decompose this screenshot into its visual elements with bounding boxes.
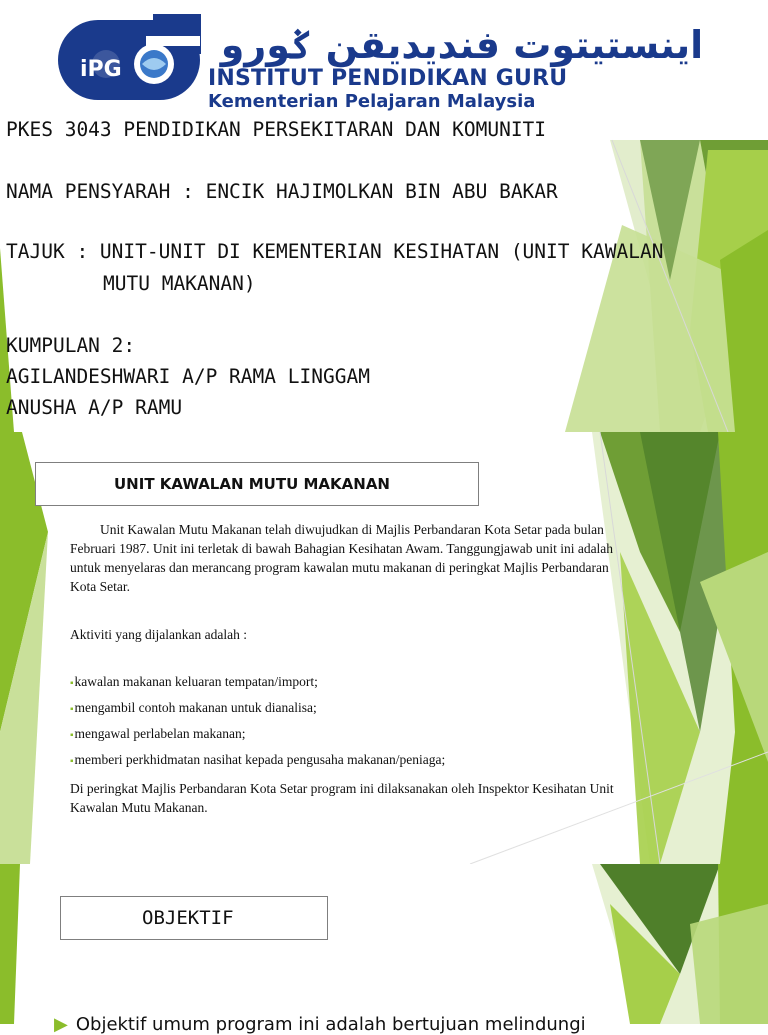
green-facets-decoration [0,864,768,1024]
svg-text:اينستيتوت فنديديقن ݢورو: اينستيتوت فنديديقن ݢورو [220,23,704,67]
topic-line-2: MUTU MAKANAN) [103,272,256,295]
course-code-title: PKES 3043 PENDIDIKAN PERSEKITARAN DAN KOMUNITI [6,118,547,141]
bullet-icon: ▪ [70,756,74,767]
bullet-icon: ▪ [70,730,74,741]
title-slide [0,0,768,432]
list-item [70,698,317,719]
objective-title-box [60,896,328,940]
paragraph-line: Februari 1987. Unit ini terletak di bawah Bahagian Kesihatan Awam. Tanggungjawab unit ini adalah [70,541,614,556]
lecturer-name: NAMA PENSYARAH : ENCIK HAJIMOLKAN BIN ABU BAKAR [6,180,558,203]
paragraph-line: Unit Kawalan Mutu Makanan telah diwujudkan di Majlis Perbandaran Kota Setar pada bulan [100,522,604,537]
institute-name: INSTITUT PENDIDIKAN GURU [208,66,568,91]
arabic-wordmark [206,10,718,72]
ipg-emblem-icon [58,14,200,106]
bullet-icon: ▪ [70,678,74,689]
list-item-text: memberi perkhidmatan nasihat kepada pengusaha makanan/peniaga; [74,752,446,767]
group-member-1: AGILANDESHWARI A/P RAMA LINGGAM [6,365,370,388]
group-member-2: ANUSHA A/P RAMU [6,396,183,419]
list-item-text: kawalan makanan keluaran tempatan/import; [74,674,318,689]
content-slide [0,432,768,864]
list-item [70,724,245,745]
paragraph-line: Di peringkat Majlis Perbandaran Kota Setar program ini dilaksanakan oleh Inspektor Kesihatan Unit [70,781,614,796]
arrow-bullet-icon: ▶ [54,1014,68,1035]
list-item-text: mengawal perlabelan makanan; [74,726,246,741]
paragraph-line: Kota Setar. [70,579,130,594]
ministry-name: Kementerian Pelajaran Malaysia [208,91,536,112]
paragraph-line: untuk menyelaras dan merancang program kawalan mutu makanan di peringkat Majlis Perbandaran [70,560,609,575]
section-title: UNIT KAWALAN MUTU MAKANAN [114,475,390,493]
closing-paragraph [70,779,614,817]
activities-intro: Aktiviti yang dijalankan adalah : [70,627,247,642]
topic-line-1: TAJUK : UNIT-UNIT DI KEMENTERIAN KESIHATAN (UNIT KAWALAN [6,240,664,263]
objective-text: Objektif umum program ini adalah bertujuan melindungi [75,1014,586,1035]
intro-paragraph [70,520,613,596]
paragraph-line: Kawalan Mutu Makanan. [70,800,208,815]
objective-item [54,1014,586,1035]
objective-title: OBJEKTIF [142,907,234,929]
group-label: KUMPULAN 2: [6,334,136,357]
list-item [70,750,445,771]
list-item-text: mengambil contoh makanan untuk dianalisa; [74,700,317,715]
list-item [70,672,318,693]
section-title-box [35,462,479,506]
objective-slide [0,864,768,1035]
bullet-icon: ▪ [70,704,74,715]
svg-text:iPG: iPG [80,57,122,82]
